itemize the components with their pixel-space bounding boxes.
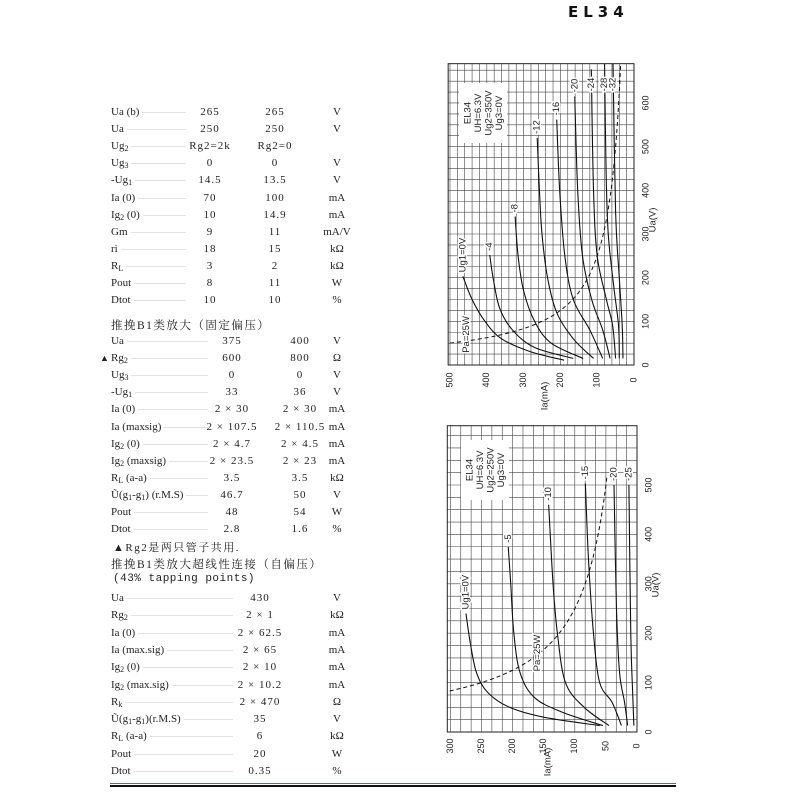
curve-label: -16 [551, 101, 563, 116]
row-unit: V [333, 157, 341, 170]
curve-label: -8 [509, 204, 521, 213]
row-unit: mA [328, 678, 346, 691]
info-line: EL34 [464, 458, 476, 482]
row-unit: kΩ [330, 730, 344, 743]
ua-tick-label: 200 [643, 625, 654, 641]
curve-label: Ug1=0V [457, 237, 469, 273]
ia-tick-label: 300 [517, 372, 528, 388]
row-value-1: 2 × 62.5 [237, 626, 283, 639]
row-label-text: Ia (maxsig) [111, 420, 162, 433]
row-value-1: 35 [253, 713, 267, 726]
ia-tick-label: 300 [444, 738, 455, 754]
row-value-1: 10 [203, 294, 217, 307]
row-value-1: 265 [200, 106, 220, 118]
row-value-1: 2 × 4.7 [213, 437, 251, 450]
chart-1 [444, 64, 658, 411]
row-unit: V [333, 174, 341, 187]
ia-tick-label: 0 [628, 377, 639, 383]
row-value-1: 8 [206, 277, 214, 289]
row-value-2: 14.9 [263, 208, 287, 221]
row-unit: mA [328, 191, 346, 204]
ia-tick-label: 150 [538, 738, 549, 754]
row-value-2: 2 × 110.5 [274, 420, 326, 433]
row-unit: W [331, 277, 343, 289]
ua-tick-label: 0 [643, 729, 654, 735]
curve--5 [508, 547, 603, 726]
ia-tick-label: 400 [481, 372, 492, 388]
row-label-text: Ua [111, 592, 124, 604]
ua-tick-label: 200 [640, 270, 651, 286]
row-value-1: 2 × 107.5 [206, 420, 258, 433]
row-label-text: Ua [111, 335, 124, 347]
row-value-1: 20 [253, 747, 267, 760]
row-label-text: $Ig_2$ (maxsig) [111, 454, 167, 468]
curve-label: -32 [607, 77, 619, 92]
ua-tick-label: 0 [640, 362, 651, 368]
row-value-1: 3.5 [223, 471, 241, 484]
row-value-2: 0 [271, 157, 279, 170]
row-value-1: 9 [206, 225, 214, 238]
y-axis-label: Ia(mA) [542, 747, 554, 777]
row-value-2: 2 [271, 259, 279, 272]
row-unit: V [333, 106, 341, 118]
ia-tick-label: 50 [600, 740, 611, 752]
row-value-1: 48 [225, 506, 239, 518]
row-value-1: 6 [256, 730, 264, 743]
row-value-2: 11 [268, 225, 282, 238]
row-unit: V [333, 123, 341, 136]
ia-tick-label: 0 [631, 743, 642, 749]
row-label-text: $Ug_2$ [111, 140, 129, 154]
row-value-1: 18 [203, 242, 217, 255]
row-label-text: $Ũ(g_1-g_1)$ (r.M.S) [111, 488, 184, 502]
row-value-1: 430 [250, 592, 270, 604]
row-value-2: 50 [293, 488, 307, 501]
ua-tick-label: 400 [640, 182, 651, 198]
row-label-text: Gm [111, 225, 128, 238]
row-label-text: $Ũ(g_1-g_1)(r.M.S)$ [111, 713, 181, 727]
row-value-1: 2.8 [223, 523, 241, 536]
row-value-1: 3 [206, 259, 214, 272]
row-unit: W [331, 506, 343, 518]
ia-tick-label: 200 [554, 372, 565, 388]
row-value-2: 54 [293, 506, 307, 518]
section3-subheading: (43% tapping points) [113, 573, 256, 585]
row-value-1: 2 × 10 [242, 661, 278, 674]
row-value-1: 0.35 [248, 765, 272, 777]
row-unit: % [332, 523, 342, 536]
row-unit: mA [328, 420, 346, 433]
row-value-1: 46.7 [220, 488, 244, 501]
curve-label: -28 [599, 77, 611, 92]
power-curve-label: Pa=25W [531, 634, 543, 672]
curve-label: -15 [579, 465, 591, 480]
row-label-text: $Ig_2$ (0) [111, 437, 140, 451]
row-label-text: $Rg_2$ [111, 352, 128, 366]
row-label-text: ri [111, 242, 118, 255]
row-label-text: Ua [111, 123, 124, 136]
row-value-1: 375 [222, 335, 242, 347]
ua-tick-label: 300 [643, 576, 654, 592]
x-axis-label: Ua(V) [650, 572, 662, 598]
row-value-1: 70 [203, 191, 217, 204]
row-value-1: 2 × 65 [242, 643, 278, 656]
row-unit: % [332, 294, 342, 307]
section3-heading: 推挽B1类放大超线性连接（自偏压） [111, 559, 323, 571]
row-label-text: Ua (b) [111, 106, 140, 118]
ua-tick-label: 100 [640, 313, 651, 329]
ia-tick-label: 250 [475, 738, 486, 754]
row-unit: Ω [332, 695, 342, 708]
row-value-1: 2 × 470 [239, 695, 281, 708]
ua-tick-label: 300 [640, 226, 651, 242]
info-line: Ug2=250V [485, 447, 497, 493]
info-line: Ug3=0V [494, 95, 506, 131]
row-value-2: 0 [296, 369, 304, 382]
section2-heading: 推挽B1类放大（固定偏压） [111, 320, 271, 332]
row-unit: mA [328, 643, 346, 656]
row-value-1: 14.5 [198, 174, 222, 187]
row-label-text: $R_L$ (a-a) [111, 471, 147, 485]
row-value-1: 0 [228, 369, 236, 382]
row-unit: mA [328, 626, 346, 639]
curve-label: -4 [484, 242, 496, 251]
curve-label: -5 [502, 534, 514, 543]
row-label-text: $R_L$ (a-a) [111, 730, 147, 744]
row-value-1: 10 [203, 208, 217, 221]
chart-2 [445, 426, 662, 777]
info-line: Ug3=0V [496, 452, 508, 488]
row-label-text: $R_k$ [111, 695, 123, 709]
row-label-text: $R_L$ [111, 259, 124, 273]
row-unit: mA [328, 403, 346, 416]
power-curve-label: Pa=25W [461, 316, 473, 353]
ia-tick-label: 100 [591, 372, 602, 388]
row-label-text: Dtot [111, 765, 131, 777]
ua-tick-label: 600 [640, 95, 651, 111]
row-label-text: Ia (0) [111, 403, 136, 416]
curve--32 [613, 64, 623, 359]
row-value-1: 2 × 1 [246, 609, 274, 622]
row-value-1: 250 [200, 123, 220, 136]
shared-marker-icon: ▲ [100, 353, 109, 364]
y-axis-label: Ia(mA) [539, 381, 551, 411]
row-unit: W [331, 747, 343, 760]
row-value-2: 2 × 30 [282, 403, 318, 416]
ia-tick-label: 200 [506, 738, 517, 754]
row-value-2: 100 [265, 191, 285, 204]
row-value-2: 2 × 4.5 [281, 437, 319, 450]
row-unit: V [333, 488, 341, 501]
row-value-1: 2 × 10.2 [237, 678, 283, 691]
row-label-text: $Ig_2$ (0) [111, 208, 140, 222]
row-value-1: 0 [206, 157, 214, 170]
row-unit: mA [328, 661, 346, 674]
row-unit: % [332, 765, 342, 777]
row-unit: kΩ [330, 242, 344, 255]
row-value-2: 36 [293, 386, 307, 399]
row-value-1: 600 [222, 352, 242, 365]
row-value-2: 13.5 [263, 174, 287, 187]
row-label-text: $Ug_3$ [111, 157, 129, 171]
curve-label: -24 [585, 77, 597, 92]
row-unit: V [333, 592, 341, 604]
row-value-2: 1.6 [291, 523, 309, 536]
row-unit: kΩ [330, 471, 344, 484]
ia-tick-label: 100 [569, 738, 580, 754]
info-line: UH=6.3V [475, 450, 487, 490]
row-label-text: Dtot [111, 523, 131, 536]
ua-tick-label: 400 [643, 526, 654, 542]
row-value-1: 2 × 30 [214, 403, 250, 416]
row-value-2: 3.5 [291, 471, 309, 484]
row-value-2: 250 [265, 123, 285, 136]
row-unit: V [333, 369, 341, 382]
row-unit: Ω [332, 352, 342, 365]
tube-title: EL34 [568, 3, 629, 21]
curve-label: -10 [543, 487, 555, 501]
row-unit: mA/V [323, 225, 351, 238]
ua-tick-label: 500 [643, 477, 654, 493]
row-unit: kΩ [330, 259, 344, 272]
curve-label: -25 [623, 467, 635, 481]
row-value-2: 11 [268, 277, 282, 289]
row-value-2: 15 [268, 242, 282, 255]
curve-label: -20 [608, 467, 620, 481]
row-label-text: Pout [111, 747, 132, 760]
row-value-1: 33 [225, 386, 239, 399]
row-value-2: Rg2=0 [257, 140, 293, 153]
row-label-text: $-Ug_1$ [111, 174, 133, 188]
info-line: Ug2=350V [483, 90, 495, 136]
row-value-1: 2 × 23.5 [209, 454, 255, 467]
row-unit: mA [328, 437, 346, 450]
row-value-1: Rg2=2k [189, 140, 231, 153]
curve--10 [549, 505, 609, 726]
row-unit: V [333, 386, 341, 399]
curve-label: -12 [531, 120, 543, 134]
info-line: UH=6.3V [473, 93, 485, 133]
row-label-text: $Ug_3$ [111, 369, 129, 383]
row-unit: mA [328, 454, 346, 467]
row-value-2: 2 × 23 [282, 454, 318, 467]
row-label-text: $Ig_2$ (max.sig) [111, 678, 169, 692]
row-label-text: $-Ug_1$ [111, 386, 133, 400]
row-label-text: Dtot [111, 294, 131, 307]
row-value-2: 10 [268, 294, 282, 307]
row-value-2: 400 [290, 335, 310, 347]
curve--25 [629, 485, 634, 726]
row-label-text: Ia (0) [111, 191, 136, 204]
ua-tick-label: 500 [640, 139, 651, 155]
row-unit: mA [328, 208, 346, 221]
section2-note: ▲Rg2是两只管子共用. [113, 542, 240, 554]
row-label-text: Ia (0) [111, 626, 136, 639]
curve-label: -20 [569, 78, 581, 93]
row-unit: V [333, 335, 341, 347]
ua-tick-label: 100 [643, 675, 654, 691]
info-line: EL34 [462, 101, 474, 125]
row-value-2: 265 [265, 106, 285, 118]
row-label-text: Pout [111, 506, 132, 518]
row-label-text: $Ig_2$ (0) [111, 661, 140, 675]
curve-label: Ug1=0V [460, 574, 472, 610]
row-unit: kΩ [330, 609, 344, 622]
row-value-2: 800 [290, 352, 310, 365]
x-axis-label: Ua(V) [647, 207, 659, 233]
row-label-text: $Rg_2$ [111, 609, 128, 623]
ia-tick-label: 500 [444, 372, 455, 388]
row-label-text: Ia (max.sig) [111, 643, 165, 656]
curve-Ug1=0V [463, 276, 564, 360]
row-label-text: Pout [111, 277, 132, 289]
row-unit: V [333, 713, 341, 726]
